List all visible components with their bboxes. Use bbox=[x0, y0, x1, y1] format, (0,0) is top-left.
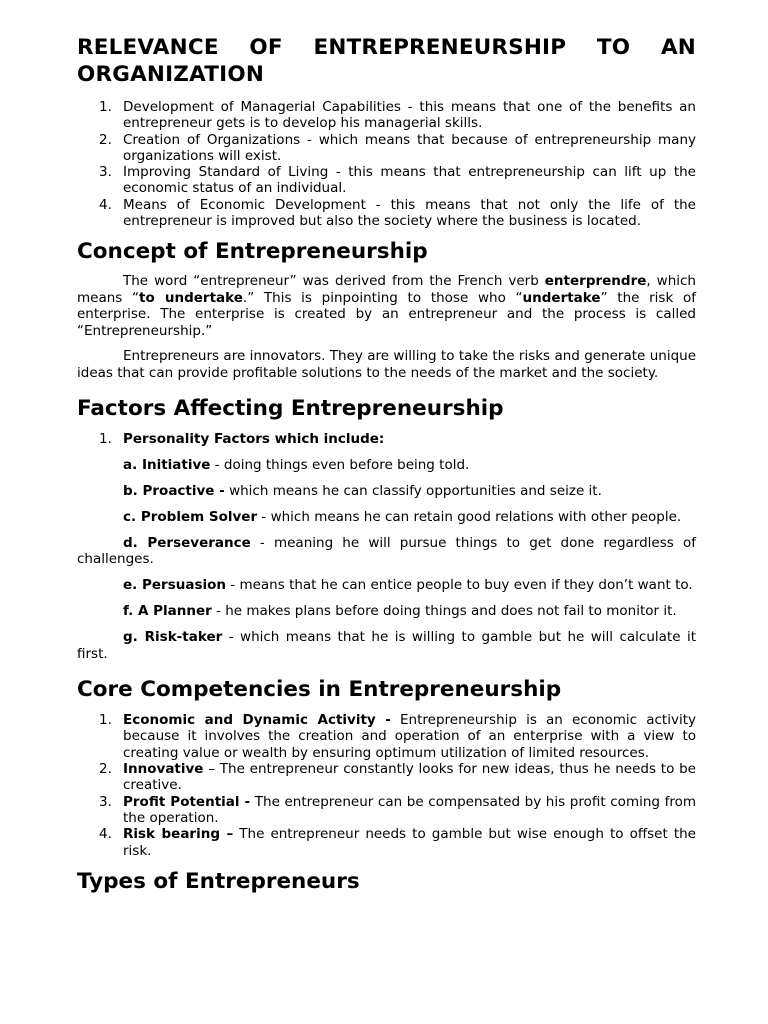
list-number: 3. bbox=[99, 164, 112, 181]
list-item-text: The entrepreneur can be compensated by his profit coming from the operation. bbox=[123, 793, 696, 826]
list-item-text: Creation of Organizations - which means that because of entrepreneurship many organizations will exist. bbox=[123, 131, 696, 164]
text-run: ” the risk of enterprise. The enterprise is created by an entrepreneur and the process is called “Entrepreneurship.” bbox=[77, 289, 697, 339]
list-item bbox=[77, 712, 696, 761]
factor-subitem bbox=[77, 535, 696, 568]
list-item bbox=[77, 197, 696, 230]
concept-paragraph-1 bbox=[77, 273, 696, 339]
bold-term: undertake bbox=[522, 289, 601, 306]
factor-subitem bbox=[77, 457, 696, 474]
list-item bbox=[77, 794, 696, 827]
section-heading-concept: Concept of Entrepreneurship bbox=[77, 239, 428, 265]
list-number: 1. bbox=[99, 99, 112, 115]
factor-label: b. Proactive - bbox=[123, 482, 225, 499]
list-item bbox=[77, 826, 696, 859]
list-number: 2. bbox=[99, 761, 112, 778]
factor-text: - which means he can retain good relations with other people. bbox=[257, 508, 682, 525]
list-item-label: Innovative bbox=[123, 761, 204, 778]
factor-label: a. Initiative bbox=[123, 456, 211, 473]
bold-term: enterprendre bbox=[544, 273, 647, 290]
section-heading-factors: Factors Affecting Entrepreneurship bbox=[77, 396, 504, 422]
factors-list bbox=[77, 431, 696, 447]
list-item-label: Economic and Dynamic Activity - bbox=[123, 712, 391, 729]
section-heading-core: Core Competencies in Entrepreneurship bbox=[77, 677, 562, 703]
factor-text: - he makes plans before doing things and does not fail to monitor it. bbox=[211, 603, 677, 620]
list-number: 4. bbox=[99, 826, 112, 843]
factor-label: e. Persuasion bbox=[123, 577, 226, 594]
list-item bbox=[77, 164, 696, 197]
list-item bbox=[77, 99, 696, 132]
list-number: 1. bbox=[99, 431, 112, 448]
core-list bbox=[77, 712, 696, 859]
factor-label: f. A Planner bbox=[123, 603, 212, 620]
concept-paragraph-2: Entrepreneurs are innovators. They are willing to take the risks and generate unique ideas that can provide profitable solutions to the needs of the market and the society. bbox=[77, 348, 696, 381]
factor-subitem bbox=[77, 577, 696, 594]
relevance-list bbox=[77, 99, 696, 229]
list-item-text: Means of Economic Development - this means that not only the life of the entrepreneur is improved but also the society where the business is located. bbox=[123, 196, 696, 230]
list-item bbox=[77, 132, 696, 165]
list-item-text: – The entrepreneur constantly looks for new ideas, thus he needs to be creative. bbox=[123, 761, 696, 794]
list-number: 2. bbox=[99, 131, 112, 148]
section-heading-types: Types of Entrepreneurs bbox=[77, 868, 360, 894]
list-item-text: Development of Managerial Capabilities - this means that one of the benefits an entrepreneur gets is to develop his managerial skills. bbox=[123, 99, 696, 132]
text-run: , which means “ bbox=[77, 273, 696, 306]
list-item-text: Improving Standard of Living - this means that entrepreneurship can lift up the economic status of an individual. bbox=[123, 164, 696, 197]
bold-term: to undertake bbox=[139, 289, 243, 306]
list-item-label: Risk bearing – bbox=[123, 826, 234, 843]
text-run: .” This is pinpointing to those who “ bbox=[242, 289, 523, 306]
factor-subitem bbox=[77, 509, 696, 526]
page-title: RELEVANCE OF ENTREPRENEURSHIP TO AN ORGANIZATION bbox=[77, 35, 696, 87]
list-number: 4. bbox=[99, 196, 112, 213]
factor-text: which means he can classify opportunities and seize it. bbox=[224, 482, 602, 499]
factor-text: - meaning he will pursue things to get done regardless of challenges. bbox=[77, 534, 696, 568]
factor-subitem bbox=[77, 603, 696, 620]
list-item-text: Entrepreneurship is an economic activity because it involves the creation and operation of an enterprise with a view to creating value or wealth by ensuring optimum utilization of limited resources. bbox=[123, 712, 696, 761]
list-item bbox=[77, 761, 696, 794]
list-item bbox=[77, 431, 696, 447]
list-item-label: Profit Potential - bbox=[123, 793, 251, 810]
list-number: 3. bbox=[99, 793, 112, 810]
factor-label: d. Perseverance bbox=[123, 534, 251, 551]
factor-label: g. Risk-taker bbox=[123, 629, 223, 646]
list-item-label: Personality Factors which include: bbox=[123, 431, 385, 448]
list-item-text: The entrepreneur needs to gamble but wise enough to offset the risk. bbox=[123, 826, 696, 859]
factor-label: c. Problem Solver bbox=[123, 508, 258, 525]
document-page bbox=[77, 34, 696, 895]
factor-subitem bbox=[77, 629, 696, 662]
factor-text: - means that he can entice people to buy even if they don’t want to. bbox=[226, 577, 693, 594]
factor-text: - which means that he is willing to gamble but he will calculate it first. bbox=[77, 629, 696, 662]
factor-text: - doing things even before being told. bbox=[210, 456, 470, 473]
list-number: 1. bbox=[99, 712, 112, 729]
text-run: The word “entrepreneur” was derived from the French verb bbox=[123, 273, 545, 290]
factor-subitem bbox=[77, 483, 696, 500]
